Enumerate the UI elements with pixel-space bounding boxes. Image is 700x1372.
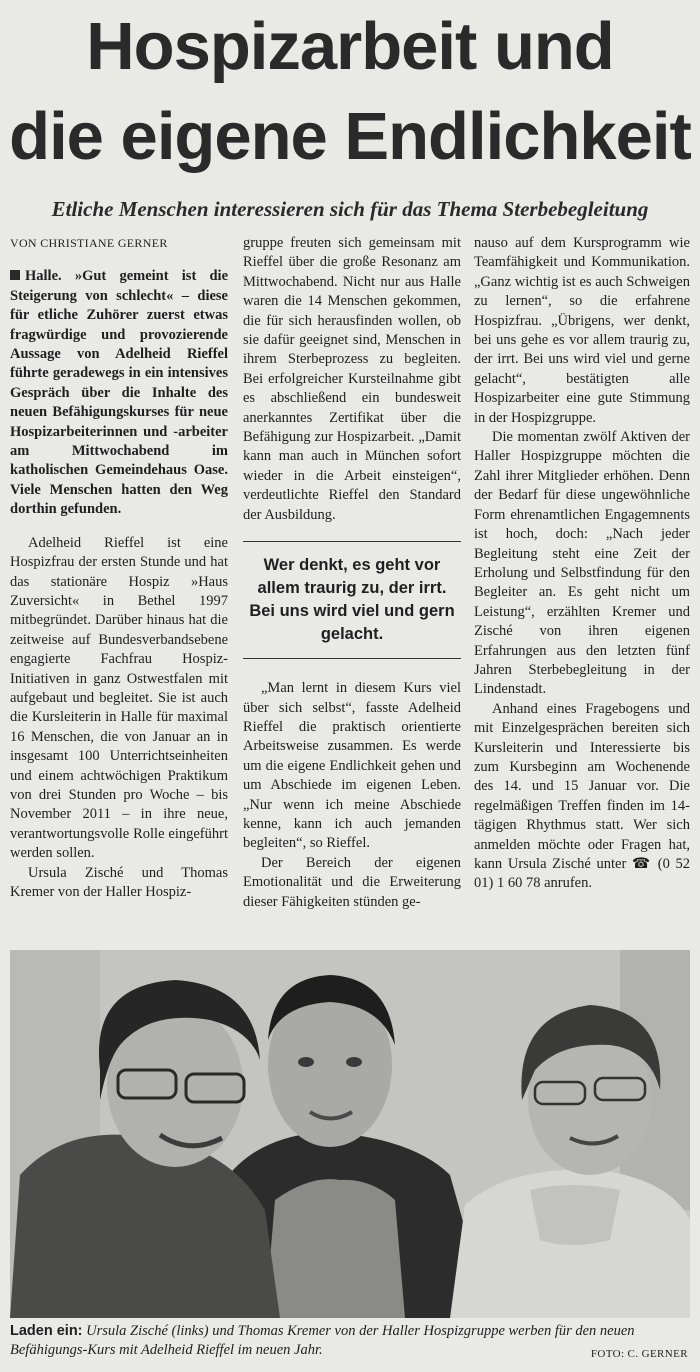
paragraph: nauso auf dem Kursprogramm wie Teamfähigkeit und Kommunikation. „Ganz wichtig ist es auch Schweigen zu lernen“, so die erfahrene Hospizfrau. „Übrigens, wer denkt, bei uns gehe es vor allem traurig zu, der irrt. Bei uns wird viel und gerne gelacht“, bestätigten alle Hospizarbeiter eine gute Stimmung in der Hospizgruppe.: [474, 235, 690, 426]
bullet-square-icon: [10, 270, 20, 280]
headline: [0, 2, 700, 182]
subheadline: Etliche Menschen interessieren sich für das Thema Sterbebegleitung: [51, 197, 649, 221]
headline-line-2: die eigene Endlichkeit: [9, 99, 691, 174]
paragraph: Der Bereich der eigenen Emotionalität und die Erweiterung dieser Fähigkeiten stünden ge-: [243, 854, 461, 910]
paragraph: Ursula Zisché und Thomas Kremer von der Haller Hospiz-: [10, 864, 228, 900]
caption-label: Laden ein:: [10, 1323, 83, 1339]
paragraph: „Man lernt in diesem Kurs viel über sich selbst“, fasste Adelheid Rieffel die praktisch orientierte Arbeitsweise zusammen. Es werde um die eigene Endlichkeit gehen und um Abschiede im eigenen Leben. „Nur wenn ich meine Abschiede kenne, kann ich auch jemanden begleiten“, so Rieffel.: [243, 680, 461, 852]
caption-text: Ursula Zisché (links) und Thomas Kremer von der Haller Hospizgruppe werben für den neuen Befähigungs-Kurs mit Adelheid Rieffel im neuen Jahr.: [10, 1323, 635, 1358]
paragraph: gruppe freuten sich gemeinsam mit Rieffel über die große Resonanz am Mittwochabend. Nicht nur aus Halle waren die 14 Menschen gekommen, die für sich herausfinden wollen, ob sie dafür geeignet sind, Menschen in ihrem Sterbeprozess zu begleiten. Bei erfolgreicher Kursteilnahme gibt es abschließend ein bundesweit anerkanntes Zertifikat über die Befähigung zur Hospizarbeit. „Damit kann man auch in München sofort wieder in die Arbeit einsteigen“, verdeutlichte Rieffel den Standard der Ausbildung.: [243, 235, 461, 523]
lead-paragraph: [10, 267, 228, 519]
group-photo: [10, 950, 690, 1318]
photo-credit: FOTO: C. GERNER: [590, 1348, 688, 1360]
column-2: [243, 234, 461, 912]
photo-illustration: [10, 950, 690, 1318]
pull-quote: Wer denkt, es geht vor allem traurig zu, der irrt. Bei uns wird viel und gern gelacht.: [243, 541, 461, 659]
column-3: [474, 234, 690, 894]
paragraph: Anhand eines Fragebogens und mit Einzelgesprächen bereiten sich Kursleiterin und Interessierte bis zum Kursbeginn am Wochenende des 14. und 15 Januar vor. Die regelmäßigen Treffen finden im 14-tägigen Rhythmus statt. Wer sich anmelden möchte oder Fragen hat, kann Ursula Zisché unter ☎ (0 52 01) 1 60 78 anrufen.: [474, 700, 690, 892]
paragraph: Die momentan zwölf Aktiven der Haller Hospizgruppe möchten die Zahl ihrer Mitglieder erhöhen. Denn der Bedarf für diese ungewöhnliche Form ehrenamtlichen Engagemnents ist hoch, doch: „Nach jeder Begleitung steht eine Zeit der Erholung und Selbstfindung für den Begleiter an. Es geht nicht um Leistung“, erzählten Kremer und Zisché von ihren eigenen Erfahrungen aus den letzten fünf Jahren Sterbebegleitung in der Lindenstadt.: [474, 429, 690, 698]
headline-line-1: Hospizarbeit und: [86, 9, 614, 84]
byline: VON CHRISTIANE GERNER: [10, 236, 168, 250]
column-1: [10, 234, 228, 902]
paragraph: Adelheid Rieffel ist eine Hospizfrau der ersten Stunde und hat das stationäre Hospiz »Haus Zuversicht« in Bethel 1997 mitbegründet. Darüber hinaus hat die zeitweise auf Bundesverbandsebene engagierte Fachfrau Hospiz-Initiativen in ganz Ostwestfalen mit aufgebaut und begleitet. Sie ist auch die Kursleiterin in Halle für maximal 16 Menschen, die von Januar an in insgesamt 100 Unterrichtseinheiten und einem achtwöchigen Praktikum von drei Stunden pro Woche – bis November 2011 – in ihre neue, verantwortungsvolle Rolle eingeführt werden sollen.: [10, 534, 228, 862]
lead-text: Halle. »Gut gemeint ist die Steigerung von schlecht« – diese für etliche Zuhörer zuerst etwas fragwürdige und provozierende Aussage von Adelheid Rieffel führte geradewegs in ein intensives Gespräch über die Inhalte des neuen Befähigungskurses für neue Hospizarbeiterinnen und -arbeiter am Mittwochabend im katholischen Gemeindehaus Oase. Viele Menschen hatten den Weg dorthin gefunden.: [10, 268, 228, 518]
photo-caption: [10, 1322, 690, 1360]
